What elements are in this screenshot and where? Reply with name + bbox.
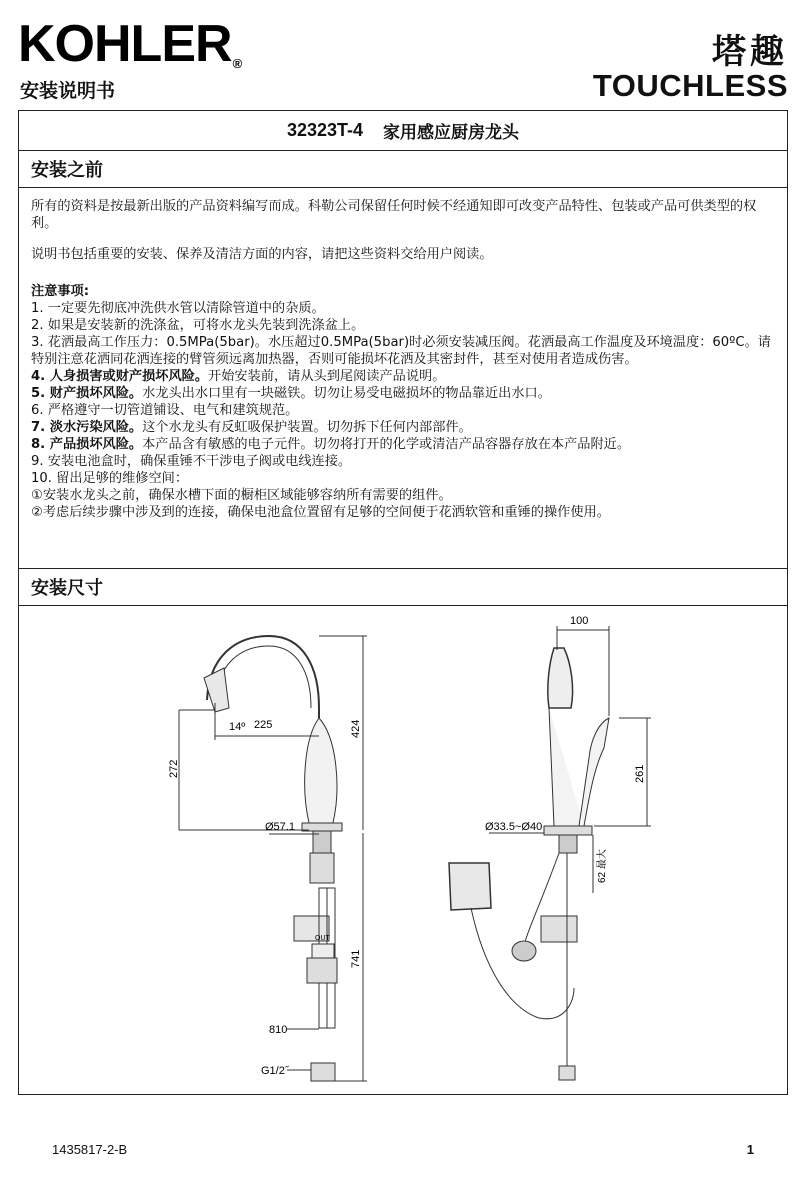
faucet-drawing (19, 608, 787, 1092)
note-warning: 5. 财产损坏风险。 (31, 386, 143, 401)
dim-side-top: 100 (570, 615, 589, 627)
page-number: 1 (746, 1142, 754, 1157)
note-item (31, 470, 777, 487)
note-item (31, 504, 777, 521)
before-install-body (31, 198, 777, 521)
note-text: 10. 留出足够的维修空间： (31, 471, 189, 486)
note-text: ②考虑后续步骤中涉及到的连接，确保电池盒位置留有足够的空间便于花洒软管和重锤的操作使用。 (31, 505, 610, 520)
note-warning: 4. 人身损害或财产损坏风险。 (31, 369, 209, 384)
note-item (31, 300, 777, 317)
out-label: OUT (315, 935, 330, 942)
paragraph: 所有的资料是按最新出版的产品资料编写而成。科勒公司保留任何时候不经通知即可改变产品特性、包装或产品可供类型的权利。 (31, 199, 757, 231)
section-heading-dimensions: 安装尺寸 (19, 568, 787, 606)
dim-hose-length: 810 (269, 1024, 288, 1036)
note-warning: 7. 淡水污染风险。 (31, 420, 143, 435)
model-number: 32323T-4 (286, 120, 364, 140)
product-title (19, 111, 787, 151)
note-text: 这个水龙头有反虹吸保护装置。切勿拆下任何内部部件。 (142, 420, 472, 435)
product-name: 家用感应厨房龙头 (383, 123, 520, 143)
note-text: 3. 花洒最高工作压力：0.5MPa(5bar)。水压超过0.5MPa(5bar)时必须安装减压阀。花洒最高工作温度及环境温度：60ºC。请特别注意花洒同花洒连接的臂管须远离加热器，否则可能损坏花洒及其密封件，甚至对使用者造成伤害。 (31, 335, 771, 367)
note-text: 6. 严格遵守一切管道铺设、电气和建筑规范。 (31, 403, 299, 418)
manual-subtitle: 安装说明书 (20, 80, 116, 102)
brand-chinese: 塔趣 (712, 32, 788, 72)
note-text: 开始安装前，请从头到尾阅读产品说明。 (208, 369, 446, 384)
dim-total-height: 424 (350, 719, 362, 738)
content-frame (18, 110, 788, 1095)
note-item (31, 453, 777, 470)
dim-side-height: 261 (634, 764, 646, 783)
dim-thread: G1/2˝ (261, 1065, 289, 1077)
note-item (31, 385, 777, 402)
kohler-logo: KOHLER® (18, 15, 242, 73)
note-item (31, 368, 777, 385)
dim-reach: 225 (254, 719, 273, 731)
notes-list (31, 300, 777, 521)
note-item (31, 317, 777, 334)
dim-deck-max: 62 最大 (597, 849, 608, 883)
note-warning: 8. 产品损坏风险。 (31, 437, 143, 452)
dim-base-diameter: Ø57.1 (265, 821, 295, 833)
dimension-diagram (19, 608, 787, 1094)
section-heading-before-install: 安装之前 (19, 150, 787, 188)
note-item (31, 402, 777, 419)
dim-hole-diameter: Ø33.5~Ø40 (485, 821, 543, 833)
note-text: 1. 一定要先彻底冲洗供水管以清除管道中的杂质。 (31, 301, 325, 316)
brand-english: TOUCHLESS (592, 68, 788, 103)
note-text: ①安装水龙头之前，确保水槽下面的橱柜区域能够容纳所有需要的组件。 (31, 488, 452, 503)
document-code: 1435817-2-B (52, 1142, 128, 1157)
dim-angle: 14º (229, 721, 246, 733)
note-text: 9. 安装电池盒时，确保重锤不干涉电子阀或电线连接。 (31, 454, 352, 469)
note-text: 水龙头出水口里有一块磁铁。切勿让易受电磁损坏的物品靠近出水口。 (142, 386, 551, 401)
note-text: 2. 如果是安装新的洗涤盆，可将水龙头先装到洗涤盆上。 (31, 318, 365, 333)
notes-title: 注意事项: (31, 284, 90, 299)
note-text: 本产品含有敏感的电子元件。切勿将打开的化学或清洁产品容器存放在本产品附近。 (142, 437, 631, 452)
dim-under-length: 741 (350, 949, 362, 968)
note-item (31, 334, 777, 368)
note-item (31, 436, 777, 453)
note-item (31, 487, 777, 504)
paragraph: 说明书包括重要的安装、保养及清洁方面的内容，请把这些资料交给用户阅读。 (31, 247, 493, 262)
note-item (31, 419, 777, 436)
dim-spout-height: 272 (168, 759, 180, 778)
